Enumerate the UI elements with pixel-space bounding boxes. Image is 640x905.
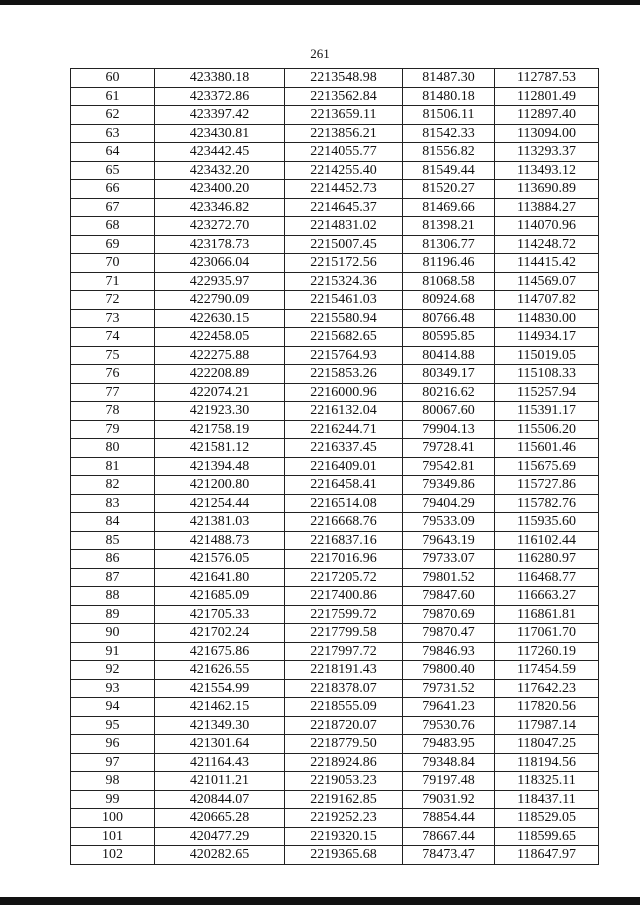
coordinate-cell: 423430.81 (155, 124, 285, 143)
point-number-cell: 87 (71, 568, 155, 587)
coordinate-cell: 115935.60 (495, 513, 599, 532)
coordinate-cell: 113493.12 (495, 161, 599, 180)
point-number-cell: 94 (71, 698, 155, 717)
coordinate-cell: 117061.70 (495, 624, 599, 643)
coordinate-cell: 118437.11 (495, 790, 599, 809)
coordinate-cell: 114070.96 (495, 217, 599, 236)
coordinate-cell: 421758.19 (155, 420, 285, 439)
coordinate-cell: 81480.18 (403, 87, 495, 106)
coordinate-cell: 421254.44 (155, 494, 285, 513)
table-row (71, 235, 599, 254)
table-row (71, 180, 599, 199)
coordinate-cell: 81469.66 (403, 198, 495, 217)
coordinate-cell: 113293.37 (495, 143, 599, 162)
table-row (71, 642, 599, 661)
point-number-cell: 67 (71, 198, 155, 217)
table-row (71, 124, 599, 143)
point-number-cell: 88 (71, 587, 155, 606)
coordinate-cell: 114569.07 (495, 272, 599, 291)
point-number-cell: 86 (71, 550, 155, 569)
coordinate-cell: 2217205.72 (285, 568, 403, 587)
coordinate-cell: 113884.27 (495, 198, 599, 217)
coordinate-cell: 115391.17 (495, 402, 599, 421)
coordinate-cell: 115257.94 (495, 383, 599, 402)
coordinate-cell: 116468.77 (495, 568, 599, 587)
coordinate-cell: 2216409.01 (285, 457, 403, 476)
coordinate-cell: 115601.46 (495, 439, 599, 458)
table-row (71, 605, 599, 624)
table-row (71, 550, 599, 569)
table-row (71, 254, 599, 273)
point-number-cell: 81 (71, 457, 155, 476)
coordinate-cell: 115727.86 (495, 476, 599, 495)
coordinate-cell: 118194.56 (495, 753, 599, 772)
point-number-cell: 72 (71, 291, 155, 310)
coordinate-cell: 2219365.68 (285, 846, 403, 865)
coordinate-cell: 2214055.77 (285, 143, 403, 162)
point-number-cell: 98 (71, 772, 155, 791)
table-row (71, 716, 599, 735)
coordinate-cell: 2217997.72 (285, 642, 403, 661)
coordinate-cell: 79847.60 (403, 587, 495, 606)
coordinate-cell: 112801.49 (495, 87, 599, 106)
coordinates-table-body (71, 69, 599, 865)
table-row (71, 161, 599, 180)
coordinate-cell: 2216458.41 (285, 476, 403, 495)
coordinate-cell: 423178.73 (155, 235, 285, 254)
coordinate-cell: 2218555.09 (285, 698, 403, 717)
coordinate-cell: 80414.88 (403, 346, 495, 365)
point-number-cell: 76 (71, 365, 155, 384)
coordinate-cell: 420844.07 (155, 790, 285, 809)
coordinate-cell: 422208.89 (155, 365, 285, 384)
coordinate-cell: 80924.68 (403, 291, 495, 310)
coordinate-cell: 423372.86 (155, 87, 285, 106)
table-row (71, 420, 599, 439)
point-number-cell: 82 (71, 476, 155, 495)
table-row (71, 439, 599, 458)
coordinate-cell: 422790.09 (155, 291, 285, 310)
coordinate-cell: 2214645.37 (285, 198, 403, 217)
coordinate-cell: 112787.53 (495, 69, 599, 88)
coordinate-cell: 420282.65 (155, 846, 285, 865)
table-row (71, 143, 599, 162)
point-number-cell: 63 (71, 124, 155, 143)
coordinate-cell: 116861.81 (495, 605, 599, 624)
point-number-cell: 85 (71, 531, 155, 550)
coordinate-cell: 81487.30 (403, 69, 495, 88)
coordinate-cell: 79483.95 (403, 735, 495, 754)
coordinate-cell: 113690.89 (495, 180, 599, 199)
coordinate-cell: 2217599.72 (285, 605, 403, 624)
table-row (71, 217, 599, 236)
table-row (71, 661, 599, 680)
table-row (71, 291, 599, 310)
table-row (71, 457, 599, 476)
table-row (71, 513, 599, 532)
coordinate-cell: 423397.42 (155, 106, 285, 125)
table-row (71, 494, 599, 513)
coordinate-cell: 114830.00 (495, 309, 599, 328)
coordinate-cell: 81542.33 (403, 124, 495, 143)
coordinate-cell: 420665.28 (155, 809, 285, 828)
coordinates-table (70, 68, 599, 865)
coordinate-cell: 79870.69 (403, 605, 495, 624)
coordinate-cell: 117987.14 (495, 716, 599, 735)
coordinate-cell: 81556.82 (403, 143, 495, 162)
coordinate-cell: 114415.42 (495, 254, 599, 273)
coordinate-cell: 421011.21 (155, 772, 285, 791)
coordinate-cell: 79530.76 (403, 716, 495, 735)
point-number-cell: 77 (71, 383, 155, 402)
table-row (71, 809, 599, 828)
table-row (71, 402, 599, 421)
coordinate-cell: 78667.44 (403, 827, 495, 846)
coordinate-cell: 2215324.36 (285, 272, 403, 291)
point-number-cell: 65 (71, 161, 155, 180)
table-row (71, 753, 599, 772)
coordinate-cell: 2216837.16 (285, 531, 403, 550)
coordinate-cell: 81506.11 (403, 106, 495, 125)
coordinate-cell: 421394.48 (155, 457, 285, 476)
point-number-cell: 73 (71, 309, 155, 328)
coordinate-cell: 2217799.58 (285, 624, 403, 643)
coordinate-cell: 112897.40 (495, 106, 599, 125)
coordinate-cell: 423066.04 (155, 254, 285, 273)
coordinate-cell: 423272.70 (155, 217, 285, 236)
coordinate-cell: 421462.15 (155, 698, 285, 717)
coordinate-cell: 80067.60 (403, 402, 495, 421)
point-number-cell: 93 (71, 679, 155, 698)
point-number-cell: 99 (71, 790, 155, 809)
coordinate-cell: 117820.56 (495, 698, 599, 717)
coordinate-cell: 81196.46 (403, 254, 495, 273)
coordinate-cell: 421626.55 (155, 661, 285, 680)
coordinate-cell: 2214255.40 (285, 161, 403, 180)
coordinate-cell: 2217400.86 (285, 587, 403, 606)
coordinate-cell: 2215007.45 (285, 235, 403, 254)
table-row (71, 531, 599, 550)
coordinate-cell: 118325.11 (495, 772, 599, 791)
point-number-cell: 69 (71, 235, 155, 254)
point-number-cell: 96 (71, 735, 155, 754)
point-number-cell: 61 (71, 87, 155, 106)
coordinate-cell: 2213856.21 (285, 124, 403, 143)
point-number-cell: 62 (71, 106, 155, 125)
coordinate-cell: 118599.65 (495, 827, 599, 846)
coordinate-cell: 2216132.04 (285, 402, 403, 421)
coordinate-cell: 421685.09 (155, 587, 285, 606)
point-number-cell: 90 (71, 624, 155, 643)
table-row (71, 568, 599, 587)
point-number-cell: 95 (71, 716, 155, 735)
coordinate-cell: 422074.21 (155, 383, 285, 402)
coordinate-cell: 79542.81 (403, 457, 495, 476)
table-row (71, 735, 599, 754)
point-number-cell: 89 (71, 605, 155, 624)
coordinate-cell: 79870.47 (403, 624, 495, 643)
table-row (71, 272, 599, 291)
coordinate-cell: 116663.27 (495, 587, 599, 606)
table-row (71, 790, 599, 809)
coordinate-cell: 2214831.02 (285, 217, 403, 236)
coordinate-cell: 115506.20 (495, 420, 599, 439)
coordinate-cell: 2218779.50 (285, 735, 403, 754)
coordinate-cell: 116280.97 (495, 550, 599, 569)
table-row (71, 587, 599, 606)
coordinate-cell: 423442.45 (155, 143, 285, 162)
coordinate-cell: 2219162.85 (285, 790, 403, 809)
point-number-cell: 74 (71, 328, 155, 347)
point-number-cell: 84 (71, 513, 155, 532)
coordinate-cell: 2216244.71 (285, 420, 403, 439)
point-number-cell: 101 (71, 827, 155, 846)
coordinate-cell: 78473.47 (403, 846, 495, 865)
coordinate-cell: 81306.77 (403, 235, 495, 254)
table-row (71, 772, 599, 791)
coordinate-cell: 81398.21 (403, 217, 495, 236)
coordinate-cell: 79404.29 (403, 494, 495, 513)
coordinate-cell: 80349.17 (403, 365, 495, 384)
table-row (71, 476, 599, 495)
point-number-cell: 60 (71, 69, 155, 88)
coordinate-cell: 117260.19 (495, 642, 599, 661)
point-number-cell: 80 (71, 439, 155, 458)
point-number-cell: 102 (71, 846, 155, 865)
coordinate-cell: 79800.40 (403, 661, 495, 680)
coordinate-cell: 115782.76 (495, 494, 599, 513)
coordinate-cell: 421705.33 (155, 605, 285, 624)
coordinate-cell: 422935.97 (155, 272, 285, 291)
coordinate-cell: 2215764.93 (285, 346, 403, 365)
table-row (71, 698, 599, 717)
coordinate-cell: 79904.13 (403, 420, 495, 439)
coordinate-cell: 421576.05 (155, 550, 285, 569)
coordinate-cell: 118647.97 (495, 846, 599, 865)
top-scan-border (0, 0, 640, 5)
point-number-cell: 79 (71, 420, 155, 439)
coordinate-cell: 2216668.76 (285, 513, 403, 532)
coordinate-cell: 421200.80 (155, 476, 285, 495)
coordinate-cell: 2213562.84 (285, 87, 403, 106)
coordinate-cell: 81520.27 (403, 180, 495, 199)
coordinate-cell: 2215682.65 (285, 328, 403, 347)
coordinate-cell: 114934.17 (495, 328, 599, 347)
coordinate-cell: 117454.59 (495, 661, 599, 680)
coordinate-cell: 2215580.94 (285, 309, 403, 328)
table-row (71, 846, 599, 865)
coordinate-cell: 423380.18 (155, 69, 285, 88)
point-number-cell: 91 (71, 642, 155, 661)
coordinate-cell: 118529.05 (495, 809, 599, 828)
coordinate-cell: 2219252.23 (285, 809, 403, 828)
coordinate-cell: 78854.44 (403, 809, 495, 828)
table-row (71, 198, 599, 217)
coordinate-cell: 420477.29 (155, 827, 285, 846)
coordinate-cell: 2214452.73 (285, 180, 403, 199)
table-row (71, 679, 599, 698)
coordinate-cell: 79197.48 (403, 772, 495, 791)
coordinate-cell: 421301.64 (155, 735, 285, 754)
coordinate-cell: 79731.52 (403, 679, 495, 698)
coordinate-cell: 113094.00 (495, 124, 599, 143)
coordinate-cell: 421554.99 (155, 679, 285, 698)
coordinate-cell: 421381.03 (155, 513, 285, 532)
coordinate-cell: 79846.93 (403, 642, 495, 661)
table-row (71, 383, 599, 402)
table-row (71, 365, 599, 384)
coordinate-cell: 421702.24 (155, 624, 285, 643)
table-row (71, 87, 599, 106)
point-number-cell: 71 (71, 272, 155, 291)
coordinate-cell: 2216514.08 (285, 494, 403, 513)
coordinate-cell: 2213548.98 (285, 69, 403, 88)
point-number-cell: 68 (71, 217, 155, 236)
coordinate-cell: 117642.23 (495, 679, 599, 698)
coordinate-cell: 114707.82 (495, 291, 599, 310)
coordinate-cell: 421581.12 (155, 439, 285, 458)
coordinate-cell: 422458.05 (155, 328, 285, 347)
coordinate-cell: 79031.92 (403, 790, 495, 809)
coordinate-cell: 2219320.15 (285, 827, 403, 846)
coordinate-cell: 2218191.43 (285, 661, 403, 680)
coordinate-cell: 2215172.56 (285, 254, 403, 273)
coordinate-cell: 115019.05 (495, 346, 599, 365)
coordinate-cell: 421164.43 (155, 753, 285, 772)
coordinate-cell: 79349.86 (403, 476, 495, 495)
coordinate-cell: 421488.73 (155, 531, 285, 550)
coordinate-cell: 79801.52 (403, 568, 495, 587)
point-number-cell: 66 (71, 180, 155, 199)
coordinate-cell: 79733.07 (403, 550, 495, 569)
table-row (71, 328, 599, 347)
coordinate-cell: 81549.44 (403, 161, 495, 180)
coordinate-cell: 423346.82 (155, 198, 285, 217)
point-number-cell: 100 (71, 809, 155, 828)
coordinate-cell: 422275.88 (155, 346, 285, 365)
coordinate-cell: 79348.84 (403, 753, 495, 772)
coordinate-cell: 421923.30 (155, 402, 285, 421)
coordinate-cell: 81068.58 (403, 272, 495, 291)
coordinate-cell: 115675.69 (495, 457, 599, 476)
point-number-cell: 78 (71, 402, 155, 421)
coordinate-cell: 80766.48 (403, 309, 495, 328)
coordinate-cell: 80216.62 (403, 383, 495, 402)
coordinate-cell: 423400.20 (155, 180, 285, 199)
coordinate-cell: 2219053.23 (285, 772, 403, 791)
coordinate-cell: 118047.25 (495, 735, 599, 754)
coordinate-cell: 2218378.07 (285, 679, 403, 698)
point-number-cell: 70 (71, 254, 155, 273)
coordinate-cell: 2216337.45 (285, 439, 403, 458)
table-row (71, 827, 599, 846)
coordinate-cell: 2216000.96 (285, 383, 403, 402)
coordinate-cell: 421675.86 (155, 642, 285, 661)
table-row (71, 106, 599, 125)
point-number-cell: 64 (71, 143, 155, 162)
table-row (71, 69, 599, 88)
coordinate-cell: 2217016.96 (285, 550, 403, 569)
coordinate-cell: 2218924.86 (285, 753, 403, 772)
coordinate-cell: 114248.72 (495, 235, 599, 254)
point-number-cell: 97 (71, 753, 155, 772)
page-number: 261 (310, 46, 330, 61)
point-number-cell: 83 (71, 494, 155, 513)
coordinate-cell: 79641.23 (403, 698, 495, 717)
coordinate-cell: 80595.85 (403, 328, 495, 347)
coordinate-cell: 423432.20 (155, 161, 285, 180)
coordinate-cell: 421349.30 (155, 716, 285, 735)
table-row (71, 309, 599, 328)
table-row (71, 624, 599, 643)
coordinate-cell: 422630.15 (155, 309, 285, 328)
coordinate-cell: 79533.09 (403, 513, 495, 532)
coordinate-cell: 2218720.07 (285, 716, 403, 735)
coordinate-cell: 116102.44 (495, 531, 599, 550)
table-row (71, 346, 599, 365)
bottom-scan-border (0, 897, 640, 905)
coordinate-cell: 421641.80 (155, 568, 285, 587)
coordinate-cell: 79643.19 (403, 531, 495, 550)
coordinate-cell: 2215853.26 (285, 365, 403, 384)
coordinate-cell: 2215461.03 (285, 291, 403, 310)
coordinate-cell: 2213659.11 (285, 106, 403, 125)
coordinate-cell: 115108.33 (495, 365, 599, 384)
coordinate-cell: 79728.41 (403, 439, 495, 458)
point-number-cell: 92 (71, 661, 155, 680)
point-number-cell: 75 (71, 346, 155, 365)
